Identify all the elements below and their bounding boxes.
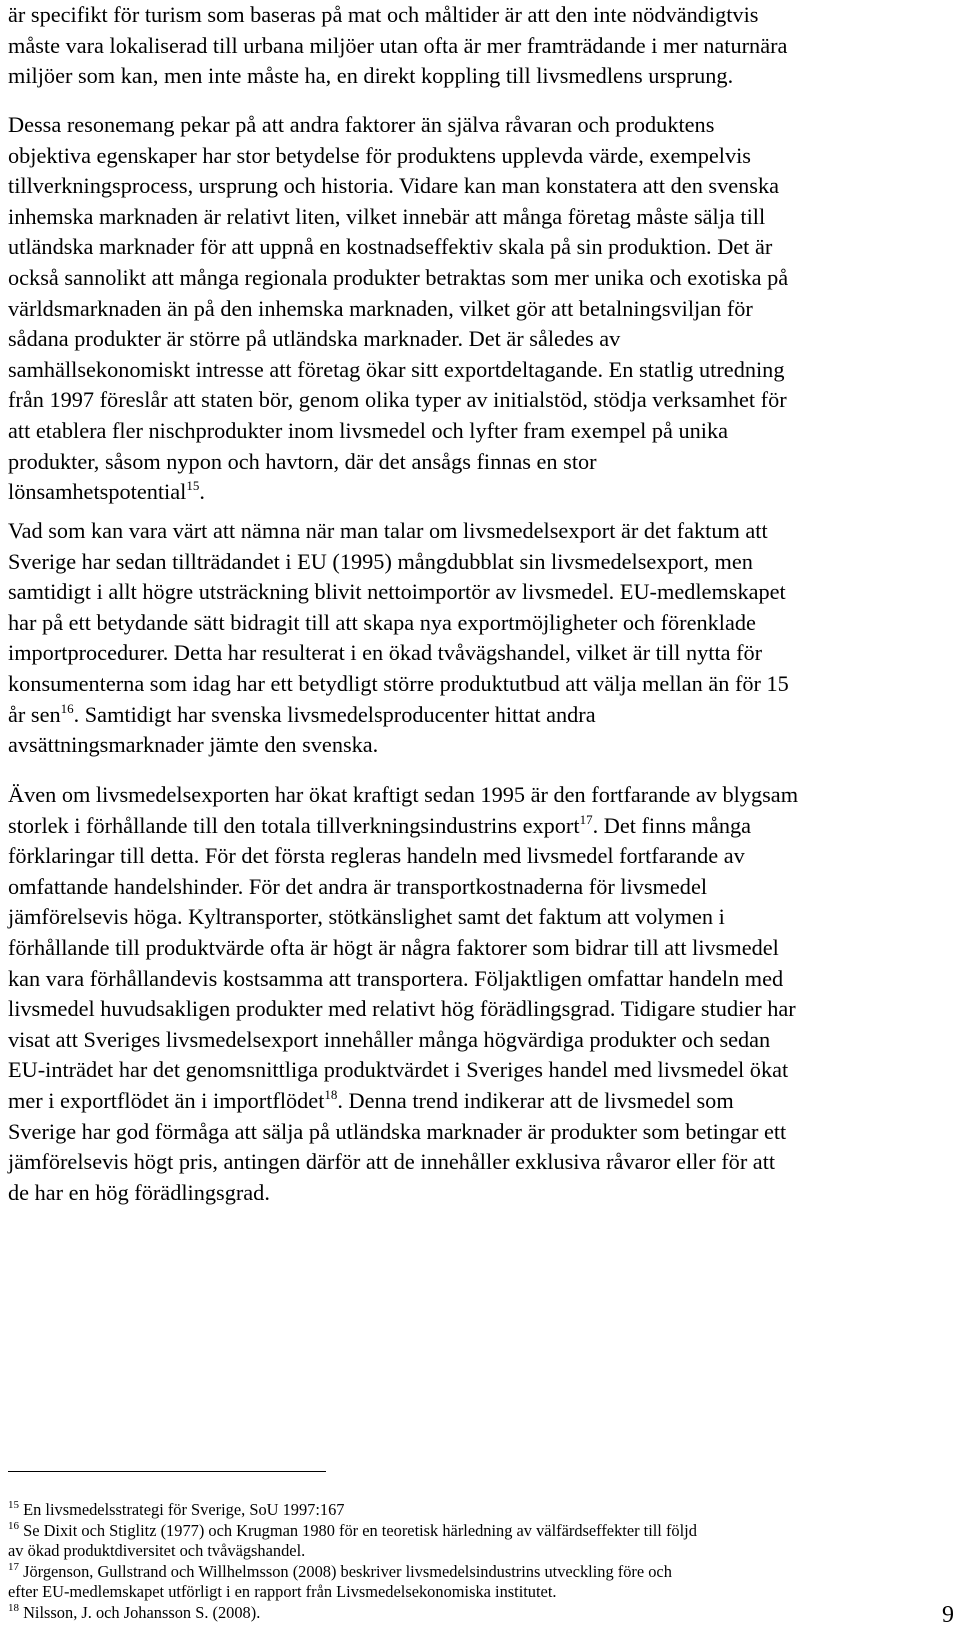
text-line: tillverkningsprocess, ursprung och historia. Vidare kan man konstatera att den svenska [8,173,780,199]
text-segment: storlek i förhållande till den totala tillverkningsindustrins export [8,812,580,838]
text-line: också sannolikt att många regionala produkter betraktas som mer unika och exotiska på [8,264,789,290]
text-line: jämförelsevis högt pris, antingen därför att de innehåller exklusiva råvaror eller för att [8,1149,776,1175]
text-line: har på ett betydande sätt bidragit till att skapa nya exportmöjligheter och förenklade [8,609,756,635]
text-segment: . Denna trend indikerar att de livsmedel som [337,1087,734,1113]
footnote-continuation: efter EU-medlemskapet utförligt i en rapport från Livsmedelsekonomiska institutet. [8,1582,557,1602]
body-paragraph [8,780,954,1208]
text-line: förklaringar till detta. För det första regleras handeln med livsmedel fortfarande av [8,843,745,869]
footnote-text: En livsmedelsstrategi för Sverige, SoU 1997:167 [19,1500,345,1519]
text-line: avsättningsmarknader jämte den svenska. [8,732,379,758]
footnote [8,1562,954,1583]
text-segment: lönsamhetspotential [8,479,187,505]
text-line: omfattande handelshinder. För det andra är transportkostnaderna för livsmedel [8,873,708,899]
text-line: importprocedurer. Detta har resulterat i en ökad tvåvägshandel, vilket är till nytta för [8,640,763,666]
text-segment: . Samtidigt har svenska livsmedelsproducenter hittat andra [73,701,596,727]
text-line [8,700,954,731]
text-segment: . Det finns många [592,812,752,838]
body-paragraph [8,0,954,92]
text-line: utländska marknader för att uppnå en kostnadseffektiv skala på sin produktion. Det är [8,234,773,260]
footnote-separator [8,1471,326,1472]
text-segment: . [199,479,205,505]
text-line: kan vara förhållandevis kostsamma att transportera. Följaktligen omfattar handeln med [8,965,784,991]
footnote [8,1521,954,1542]
text-line: världsmarknaden än på den inhemska marknaden, vilket gör att betalningsviljan för [8,295,753,321]
text-line: från 1997 föreslår att staten bör, genom olika typer av initialstöd, stödja verksamhet för [8,387,787,413]
text-line: sådana produkter är större på utländska marknader. Det är således av [8,326,621,352]
text-line: Vad som kan vara värt att nämna när man talar om livsmedelsexport är det faktum att [8,518,768,543]
page-number: 9 [942,1602,954,1628]
footnote [8,1603,954,1624]
text-line: Sverige har god förmåga att sälja på utländska marknader är produkter som betingar ett [8,1118,787,1144]
text-line [8,811,954,842]
text-line: samhällsekonomiskt intresse att företag ökar sitt exportdeltagande. En statlig utredning [8,356,785,382]
text-line: att etablera fler nischprodukter inom livsmedel och lyfter fram exempel på unika [8,417,729,443]
text-line: är specifikt för turism som baseras på mat och måltider är att den inte nödvändigtvis [8,2,759,27]
text-line: samtidigt i allt högre utsträckning blivit nettoimportör av livsmedel. EU-medlemskapet [8,579,786,605]
text-segment: år sen [8,701,61,727]
text-line: inhemska marknaden är relativt liten, vilket innebär att många företag måste sälja till [8,203,766,229]
text-segment: mer i exportflödet än i importflödet [8,1087,325,1113]
text-line: miljöer som kan, men inte måste ha, en direkt koppling till livsmedlens ursprung. [8,63,734,89]
text-line [8,1086,954,1117]
footnote-reference[interactable]: 16 [60,700,74,716]
footnote [8,1500,954,1521]
text-line: visat att Sveriges livsmedelsexport innehåller många högvärdiga produkter och sedan [8,1026,771,1052]
footnote-reference[interactable]: 15 [186,478,200,494]
footnote-number: 16 [8,1519,19,1532]
footnote-text: Nilsson, J. och Johansson S. (2008). [19,1602,261,1622]
text-line: jämförelsevis höga. Kyltransporter, stötkänslighet samt det faktum att volymen i [8,904,725,930]
footnote-number: 18 [8,1601,19,1614]
body-paragraph [8,516,954,761]
footnote-text: Se Dixit och Stiglitz (1977) och Krugman 1980 för en teoretisk härledning av välfärdseffekter till följd [19,1520,697,1540]
body-paragraph [8,110,954,508]
footnote-continuation: av ökad produktdiversitet och tvåvägshandel. [8,1541,306,1561]
text-line: livsmedel huvudsakligen produkter med relativt hög förädlingsgrad. Tidigare studier har [8,996,796,1022]
footnotes [8,1500,954,1624]
text-line: de har en hög förädlingsgrad. [8,1179,270,1205]
footnote-number: 15 [8,1499,19,1511]
footnote-reference[interactable]: 17 [579,811,593,827]
text-line [8,477,954,508]
footnote-number: 17 [8,1560,19,1573]
text-line: Sverige har sedan tillträdandet i EU (1995) mångdubblat sin livsmedelsexport, men [8,548,753,574]
text-line: objektiva egenskaper har stor betydelse för produktens upplevda värde, exempelvis [8,142,751,168]
text-line: produkter, såsom nypon och havtorn, där det ansågs finnas en stor [8,448,597,474]
text-line: EU-inträdet har det genomsnittliga produktvärdet i Sveriges handel med livsmedel ökat [8,1057,789,1083]
footnote-reference[interactable]: 18 [324,1086,338,1102]
footnote-text: Jörgenson, Gullstrand och Willhelmsson (2008) beskriver livsmedelsindustrins utveckling före och [19,1561,672,1581]
text-line: konsumenterna som idag har ett betydligt större produktutbud att välja mellan än för 15 [8,670,789,696]
text-line: Dessa resonemang pekar på att andra faktorer än själva råvaran och produktens [8,112,715,137]
text-line: förhållande till produktvärde ofta är högt är några faktorer som bidrar till att livsmedel [8,934,779,960]
text-line: Även om livsmedelsexporten har ökat kraftigt sedan 1995 är den fortfarande av blygsam [8,782,799,807]
text-line: måste vara lokaliserad till urbana miljöer utan ofta är mer framträdande i mer naturnära [8,32,788,58]
